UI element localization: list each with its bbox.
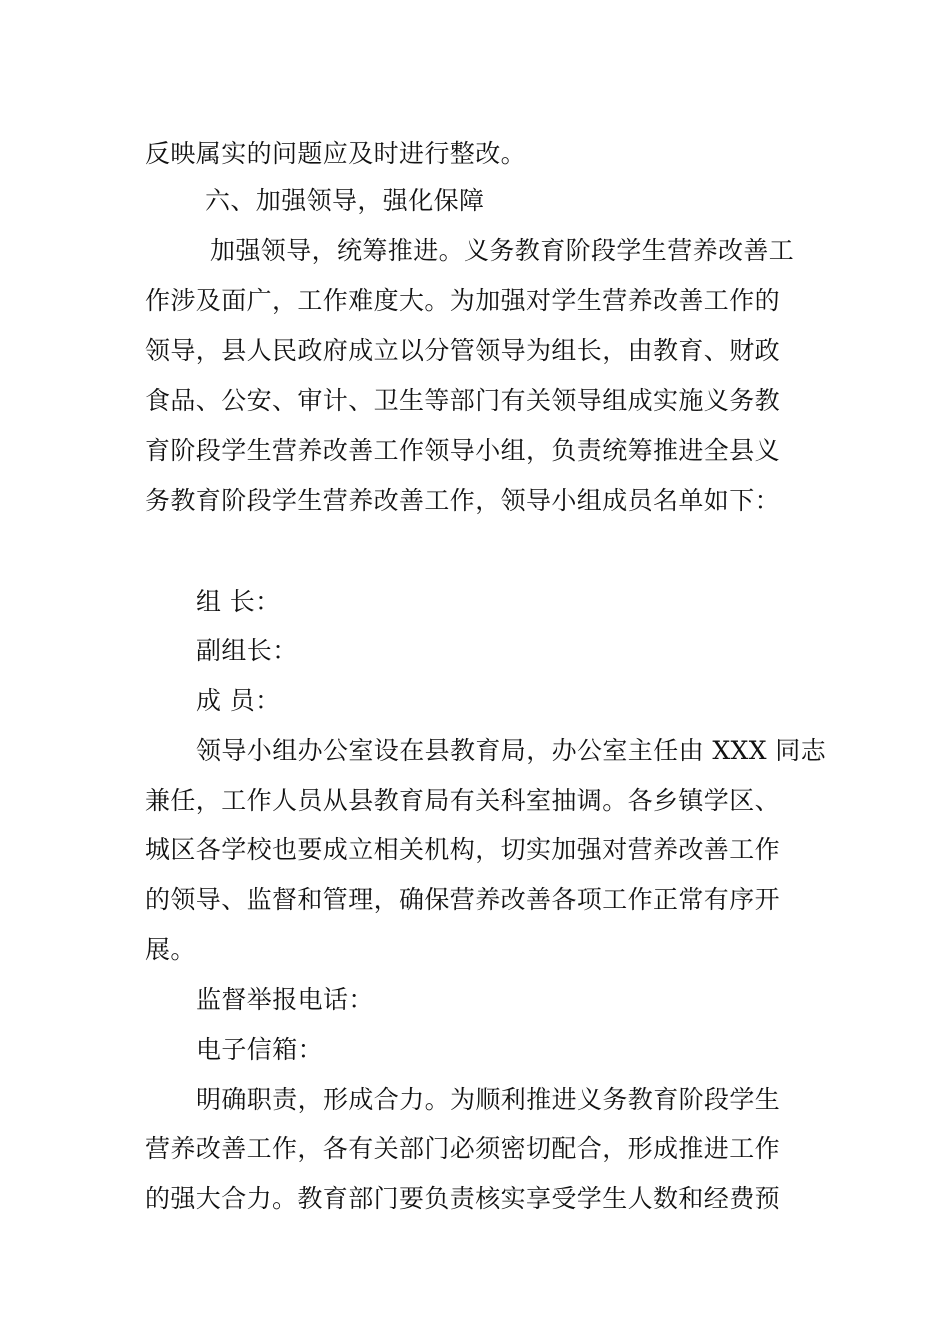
paragraph-line: 育阶段学生营养改善工作领导小组，负责统筹推进全县义 — [145, 436, 781, 465]
hotline-label: 监督举报电话： — [196, 985, 374, 1014]
paragraph-line: 营养改善工作，各有关部门必须密切配合，形成推进工作 — [145, 1134, 781, 1163]
paragraph-line: 的领导、监督和管理，确保营养改善各项工作正常有序开 — [145, 885, 781, 914]
paragraph-line: 明确职责，形成合力。为顺利推进义务教育阶段学生 — [196, 1085, 781, 1114]
paragraph-line: 加强领导，统筹推进。义务教育阶段学生营养改善工 — [210, 236, 795, 265]
paragraph-line: 务教育阶段学生营养改善工作，领导小组成员名单如下： — [145, 486, 781, 515]
group-leader-label: 组 长： — [196, 587, 281, 616]
deputy-leader-label: 副组长： — [196, 636, 298, 665]
paragraph-line: 展。 — [145, 935, 196, 964]
paragraph-line: 领导小组办公室设在县教育局，办公室主任由 XXX 同志 — [196, 736, 827, 765]
members-label: 成 员： — [196, 686, 281, 715]
section-heading: 六、加强领导，强化保障 — [205, 186, 485, 215]
paragraph-line: 作涉及面广，工作难度大。为加强对学生营养改善工作的 — [145, 286, 781, 315]
paragraph-line: 领导，县人民政府成立以分管领导为组长，由教育、财政 — [145, 336, 781, 365]
paragraph-line: 食品、公安、审计、卫生等部门有关领导组成实施义务教 — [145, 386, 781, 415]
paragraph-line: 反映属实的问题应及时进行整改。 — [145, 139, 527, 168]
paragraph-line: 兼任，工作人员从县教育局有关科室抽调。各乡镇学区、 — [145, 786, 781, 815]
email-label: 电子信箱： — [196, 1035, 324, 1064]
paragraph-line: 的强大合力。教育部门要负责核实享受学生人数和经费预 — [145, 1184, 781, 1213]
paragraph-line: 城区各学校也要成立相关机构，切实加强对营养改善工作 — [145, 835, 781, 864]
